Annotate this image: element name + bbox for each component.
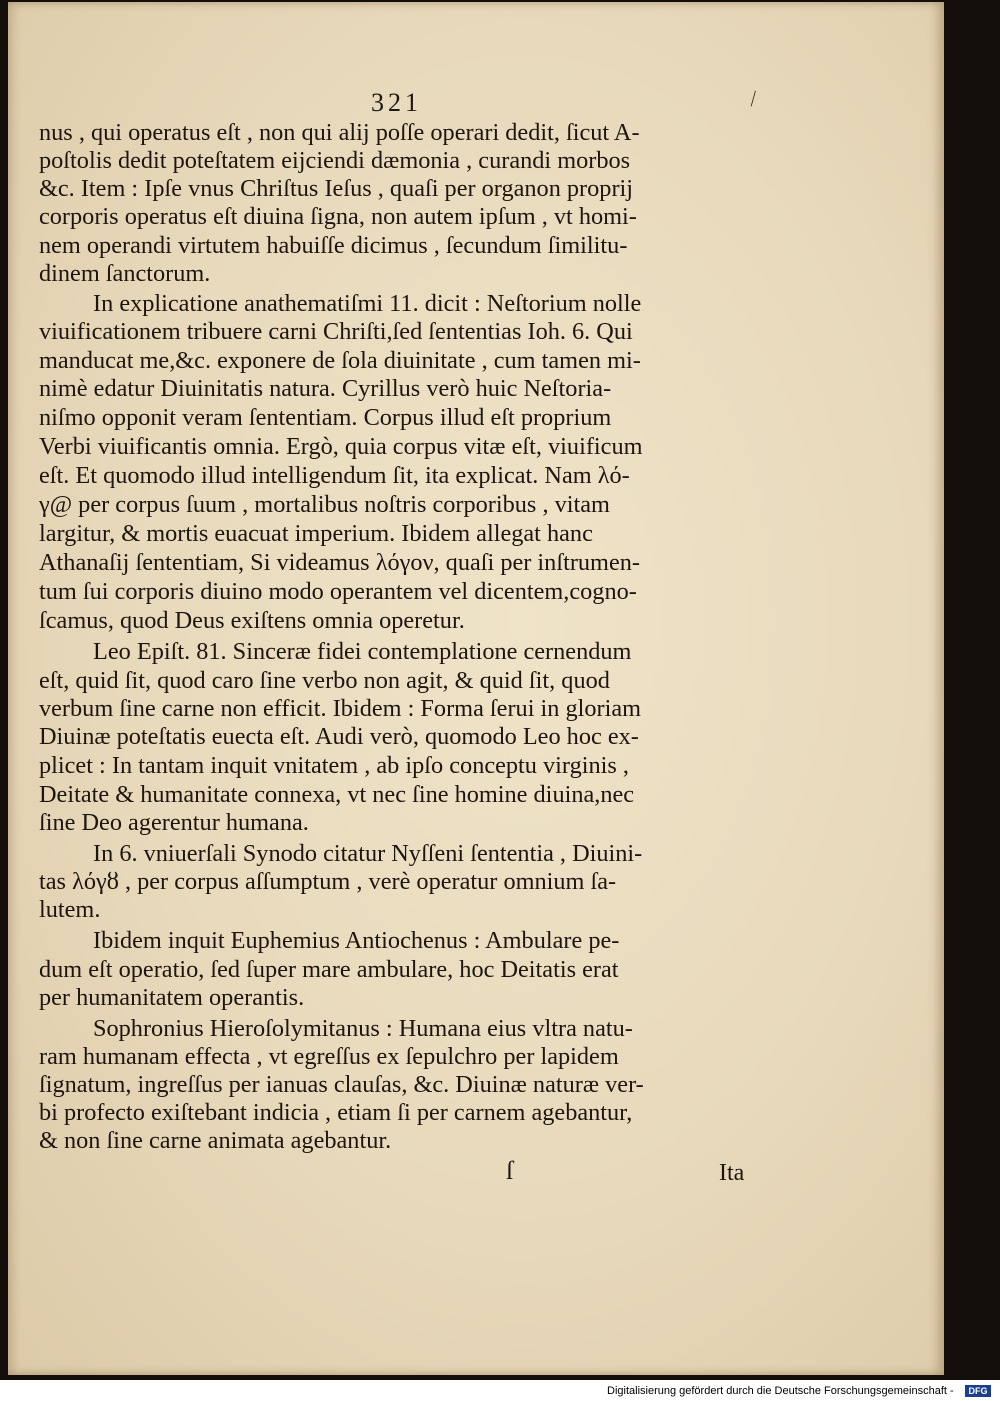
text-line: viuificationem tribuere carni Chriſti,ſed ſententias Ioh. 6. Qui <box>39 318 633 345</box>
text-line: niſmo opponit veram ſententiam. Corpus illud eſt proprium <box>39 404 612 431</box>
text-line: lutem. <box>39 896 101 923</box>
text-line: Ibidem inquit Euphemius Antiochenus : Ambulare pe- <box>93 927 620 954</box>
text-line: Deitate & humanitate connexa, vt nec ſine homine diuina,nec <box>39 781 635 808</box>
text-line: manducat me,&c. exponere de ſola diuinitate , cum tamen mi- <box>39 347 641 374</box>
text-line: γ@ per corpus ſuum , mortalibus noſtris corporibus , vitam <box>39 491 610 518</box>
text-line: Sophronius Hieroſolymitanus : Humana eius vltra natu- <box>93 1015 633 1042</box>
digitization-credit: Digitalisierung gefördert durch die Deutsche Forschungsgemeinschaft - <box>607 1385 954 1397</box>
text-line: tas λόγȣ , per corpus aſſumptum , verè operatur omnium ſa- <box>39 868 617 895</box>
text-line: ſcamus, quod Deus exiſtens omnia operetur. <box>39 607 465 634</box>
text-line: corporis operatus eſt diuina ſigna, non autem ipſum , vt homi- <box>39 203 637 230</box>
text-line: & non ſine carne animata agebantur. <box>39 1127 392 1154</box>
text-line: per humanitatem operantis. <box>39 984 305 1011</box>
text-line: &c. Item : Ipſe vnus Chriſtus Ieſus , quaſi per organon proprij <box>39 175 634 202</box>
text-line: ſignatum, ingreſſus per ianuas clauſas, &c. Diuinæ naturæ ver- <box>39 1071 644 1098</box>
signature-mark: ſ <box>506 1156 514 1185</box>
book-page <box>8 2 944 1375</box>
pen-mark: ⁄ <box>748 88 759 110</box>
text-line: tum ſui corporis diuino modo operantem vel dicentem,cogno- <box>39 578 637 605</box>
text-line: dum eſt operatio, ſed ſuper mare ambulare, hoc Deitatis erat <box>39 956 619 983</box>
text-line: ſine Deo agerentur humana. <box>39 809 309 836</box>
text-line: Athanaſij ſententiam, Si videamus λόγον, quaſi per inſtrumen- <box>39 549 640 576</box>
dfg-logo: DFG <box>965 1385 991 1397</box>
catchword: Ita <box>719 1160 745 1186</box>
text-line: In 6. vniuerſali Synodo citatur Nyſſeni ſententia , Diuini- <box>93 840 643 867</box>
text-line: In explicatione anathematiſmi 11. dicit : Neſtorium nolle <box>93 290 642 317</box>
text-line: dinem ſanctorum. <box>39 260 211 287</box>
text-line: nus , qui operatus eſt , non qui alij poſſe operari dedit, ſicut A- <box>39 119 640 146</box>
text-line: Verbi viuificantis omnia. Ergò, quia corpus vitæ eſt, viuificum <box>39 433 643 460</box>
text-line: Leo Epiſt. 81. Sinceræ fidei contemplatione cernendum <box>93 638 632 665</box>
text-line: largitur, & mortis euacuat imperium. Ibidem allegat hanc <box>39 520 593 547</box>
text-line: bi profecto exiſtebant indicia , etiam ſi per carnem agebantur, <box>39 1099 633 1126</box>
text-line: nimè edatur Diuinitatis natura. Cyrillus verò huic Neſtoria- <box>39 375 612 402</box>
text-line: poſtolis dedit poteſtatem eijciendi dæmonia , curandi morbos <box>39 147 631 174</box>
text-line: nem operandi virtutem habuiſſe dicimus , ſecundum ſimilitu- <box>39 232 628 259</box>
text-line: Diuinæ poteſtatis euecta eſt. Audi verò, quomodo Leo hoc ex- <box>39 723 639 750</box>
text-line: verbum ſine carne non efficit. Ibidem : Forma ſerui in gloriam <box>39 695 642 722</box>
text-line: plicet : In tantam inquit vnitatem , ab ipſo conceptu virginis , <box>39 752 629 779</box>
text-line: ram humanam effecta , vt egreſſus ex ſepulchro per lapidem <box>39 1043 619 1070</box>
page-number: 321 <box>371 88 422 117</box>
text-line: eſt. Et quomodo illud intelligendum ſit, ita explicat. Nam λό- <box>39 462 630 489</box>
text-line: eſt, quid ſit, quod caro ſine verbo non agit, & quid ſit, quod <box>39 667 610 694</box>
